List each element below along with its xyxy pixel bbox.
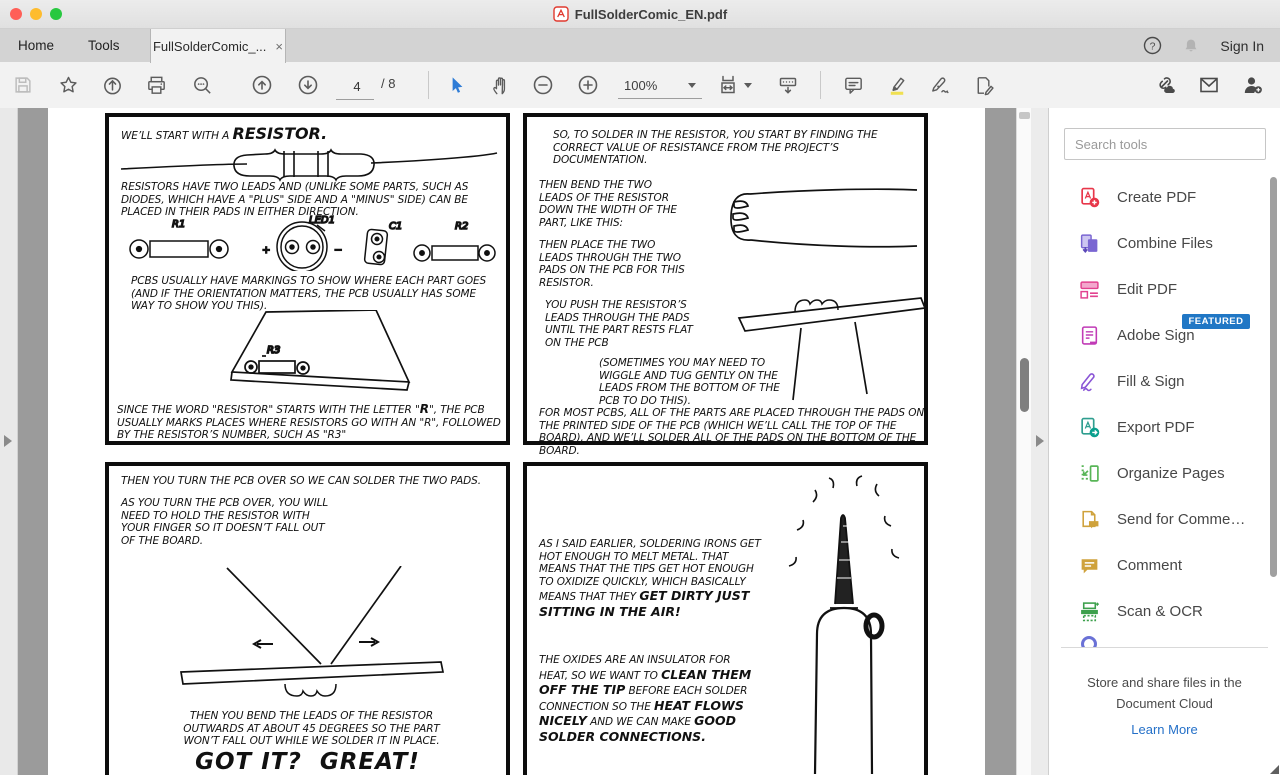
sidebar-scrollbar-thumb[interactable]: [1270, 177, 1277, 577]
zoom-button[interactable]: [50, 8, 62, 20]
window-title: FullSolderComic_EN.pdf: [553, 6, 727, 22]
scan-ocr-icon: [1079, 601, 1100, 622]
learn-more-link[interactable]: Learn More: [1131, 722, 1198, 737]
share-link-cloud-icon[interactable]: [1153, 73, 1177, 97]
tab-tools[interactable]: Tools: [88, 38, 120, 53]
expand-left-pane-icon[interactable]: [4, 435, 12, 447]
zoom-level-value: 100%: [624, 77, 658, 93]
create-pdf-icon: [1079, 187, 1100, 208]
panel1-text-markings: PCBS USUALLY HAVE MARKINGS TO SHOW WHERE EACH PART GOES (AND IF THE ORIENTATION MATTERS, THE PCB USUALLY HAS SOME WAY TO SHOW YOU THIS).: [131, 275, 487, 313]
close-button[interactable]: [10, 8, 22, 20]
svg-text:R1: R1: [172, 219, 186, 230]
edit-pdf-icon: [1079, 279, 1100, 300]
sign-in-button[interactable]: Sign In: [1220, 37, 1264, 54]
comment-bubble-icon[interactable]: [841, 73, 865, 97]
svg-text:R3: R3: [267, 345, 281, 356]
panel2-text-bend: THEN BEND THE TWO LEADS OF THE RESISTOR DOWN THE WIDTH OF THE PART, LIKE THIS:: [539, 179, 677, 229]
tab-home[interactable]: Home: [18, 38, 55, 53]
page-up-icon[interactable]: [250, 73, 274, 97]
save-icon[interactable]: [11, 73, 35, 97]
soldering-iron-drawing: [775, 474, 925, 774]
document-scrollbar-thumb[interactable]: [1020, 358, 1029, 412]
help-icon[interactable]: [1143, 36, 1162, 55]
tab-document-label: FullSolderComic_...: [152, 38, 267, 54]
search-tools-input[interactable]: [1065, 129, 1265, 159]
send-comments-icon: [1079, 509, 1100, 530]
panel3-text-bend45: THEN YOU BEND THE LEADS OF THE RESISTOR OUTWARDS AT ABOUT 45 DEGREES SO THE PART WON’T FALL OUT WHILE WE SOLDER IT IN PLACE.: [183, 710, 440, 748]
add-person-icon[interactable]: [1241, 73, 1265, 97]
panel1-text-leads: RESISTORS HAVE TWO LEADS AND (UNLIKE SOME PARTS, SUCH AS DIODES, WHICH HAVE A "PLUS" SIDE AND A "MINUS" SIDE) CAN BE PLACED IN THEIR PADS IN EITHER DIRECTION.: [121, 181, 469, 219]
search-tools-field: [1064, 128, 1266, 160]
notifications-bell-icon[interactable]: [1182, 37, 1200, 55]
comic-panel-1: WE’LL START WITH A RESISTOR. RESISTORS HAVE TWO LEADS AND (UNLIKE SOME PARTS, SUCH AS DIODES, WHICH HAVE A "PLUS" SIDE AND A "MINUS" SIDE) CAN BE PLACED IN THEIR PADS IN EITHER DIRECTION. R1 + LED1 − C1 R2 PCBS USUALLY HAVE MARKINGS TO SHOW WHERE EACH PART GOES (AND IF THE ORIENTATION MATTERS, THE PCB USUALLY HAS SOME WAY TO SHOW YOU THIS). R3 SINCE THE WORD "RESISTOR" STARTS WITH THE LETTER "R", THE PCB USUALLY MARKS PLACES WHERE RESISTORS GO WITH AN "R", FOLLOWED BY THE RESISTOR’S NUMBER, SUCH AS "R3": [105, 113, 510, 445]
panel4-text-irons: AS I SAID EARLIER, SOLDERING IRONS GET HOT ENOUGH TO MELT METAL. THAT MEANS THAT THE TIPS GET HOT ENOUGH TO OXIDIZE QUICKLY, WHICH BASICALLY MEANS THAT THEY: [539, 538, 761, 604]
sidebar-item-adobe-sign[interactable]: Adobe Sign: [1049, 312, 1280, 358]
main-toolbar: [0, 62, 1280, 109]
panel2-text-wiggle: (SOMETIMES YOU MAY NEED TO WIGGLE AND TUG GENTLY ON THE LEADS FROM THE BOTTOM OF THE PCB TO DO THIS).: [599, 357, 780, 407]
sidebar-item-export-pdf[interactable]: Export PDF: [1049, 404, 1280, 450]
svg-text:?: ?: [1149, 40, 1156, 53]
page-count-label: / 8: [381, 76, 396, 91]
panel4-text-oxides: THE OXIDES ARE AN INSULATOR FOR HEAT, SO WE WANT TO: [539, 654, 731, 682]
tools-sidebar: [1048, 108, 1280, 775]
share-upload-icon[interactable]: [100, 73, 124, 97]
panel2-text-most: FOR MOST PCBS, ALL OF THE PARTS ARE PLACED THROUGH THE PADS ON THE PRINTED SIDE OF THE PCB (WHICH WE’LL CALL THE TOP OF THE BOARD), AND WE’LL SOLDER ALL OF THE PADS ON THE BOTTOM OF THE BOARD.: [539, 407, 925, 457]
scrollbar-top-marker: [1019, 112, 1030, 119]
zoom-level-dropdown[interactable]: [618, 72, 702, 99]
sidebar-divider: [1061, 647, 1268, 648]
sidebar-item-organize-pages[interactable]: Organize Pages: [1049, 450, 1280, 496]
panel2-text-push: YOU PUSH THE RESISTOR’S LEADS THROUGH THE PADS UNTIL THE PART RESTS FLAT ON THE PCB: [545, 299, 693, 349]
comic-panel-4: AS I SAID EARLIER, SOLDERING IRONS GET HOT ENOUGH TO MELT METAL. THAT MEANS THAT THE TIPS GET HOT ENOUGH TO OXIDIZE QUICKLY, WHICH BASICALLY MEANS THAT THEY GET DIRTY JUST SITTING IN THE AIR! THE OXIDES ARE AN INSULATOR FOR HEAT, SO WE WANT TO CLEAN THEM OFF THE TIP BEFORE EACH SOLDER CONNECTION SO THE HEAT FLOWS NICELY AND WE CAN MAKE GOOD SOLDER CONNECTIONS.: [523, 462, 928, 775]
chevron-down-icon: [688, 83, 696, 88]
pcb-drawing: [204, 310, 434, 400]
panel3-tagline: GOT IT? GREAT!: [195, 749, 420, 775]
document-scrollbar[interactable]: [1016, 108, 1032, 775]
page-number-field: [336, 72, 374, 100]
star-icon[interactable]: [56, 73, 80, 97]
sidebar-item-scan-ocr[interactable]: Scan & OCR: [1049, 588, 1280, 634]
panel2-text-find: SO, TO SOLDER IN THE RESISTOR, YOU START BY FINDING THE CORRECT VALUE OF RESISTANCE FROM THE PROJECT’S DOCUMENTATION.: [553, 129, 878, 167]
comment-icon: [1079, 555, 1100, 576]
page-down-icon[interactable]: [296, 73, 320, 97]
sidebar-item-combine-files[interactable]: Combine Files: [1049, 220, 1280, 266]
titlebar: [0, 0, 1280, 29]
protect-icon-partial[interactable]: [1080, 636, 1100, 647]
pdf-file-icon: [553, 6, 569, 22]
email-icon[interactable]: [1197, 73, 1221, 97]
window-resize-grip[interactable]: [1270, 765, 1279, 774]
svg-text:+: +: [262, 245, 271, 256]
comic-panel-2: [523, 113, 928, 457]
print-icon[interactable]: [144, 73, 168, 97]
chevron-down-icon[interactable]: [744, 83, 752, 88]
svg-text:R2: R2: [455, 221, 469, 232]
panel1-intro-word: RESISTOR.: [232, 124, 328, 143]
close-icon[interactable]: ×: [275, 38, 284, 54]
window-controls: [10, 8, 62, 20]
organize-pages-icon: [1079, 463, 1100, 484]
adobe-sign-icon: [1079, 325, 1100, 346]
select-tool-icon[interactable]: [443, 73, 467, 97]
bent-resistor-drawing: [712, 172, 922, 277]
fill-sign-icon: [1079, 371, 1100, 392]
zoom-out-icon[interactable]: [531, 73, 555, 97]
svg-text:C1: C1: [389, 221, 403, 232]
fill-sign-pen-icon[interactable]: [928, 73, 952, 97]
footprints-drawing: [117, 213, 505, 271]
panel3-text-turn: THEN YOU TURN THE PCB OVER SO WE CAN SOLDER THE TWO PADS.: [121, 475, 481, 487]
zoom-in-icon[interactable]: [576, 73, 600, 97]
highlight-icon[interactable]: [885, 73, 909, 97]
export-pdf-icon: [1079, 417, 1100, 438]
fit-width-icon[interactable]: [716, 73, 740, 97]
tools-pane-rail: [1031, 108, 1048, 775]
combine-files-icon: [1079, 233, 1100, 254]
featured-badge: FEATURED: [1182, 314, 1250, 329]
left-pane-rail: [0, 108, 18, 775]
page-number-input[interactable]: [336, 72, 378, 101]
sidebar-item-send-for-comments[interactable]: Send for Comme…: [1049, 496, 1280, 542]
panel1-text-letter: SINCE THE WORD "RESISTOR" STARTS WITH THE LETTER ": [117, 404, 420, 416]
document-cloud-promo: Store and share files in the Document Cloud: [1087, 675, 1242, 711]
document-viewport[interactable]: [18, 108, 1016, 775]
scroll-mode-icon[interactable]: [776, 73, 800, 97]
hand-tool-icon[interactable]: [488, 73, 512, 97]
tab-document[interactable]: [150, 29, 286, 63]
sidebar-item-edit-pdf[interactable]: Edit PDF: [1049, 266, 1280, 312]
flip-board-drawing: [169, 566, 459, 706]
svg-text:−: −: [334, 245, 343, 256]
sidebar-item-comment[interactable]: Comment: [1049, 542, 1280, 588]
find-icon[interactable]: [190, 73, 214, 97]
minimize-button[interactable]: [30, 8, 42, 20]
panel1-intro: WE’LL START WITH A: [121, 130, 233, 142]
panel2-text-place: THEN PLACE THE TWO LEADS THROUGH THE TWO PADS ON THE PCB FOR THIS RESISTOR.: [539, 239, 685, 289]
panel3-text-hold: AS YOU TURN THE PCB OVER, YOU WILL NEED TO HOLD THE RESISTOR WITH YOUR FINGER SO IT DOESN’T FALL OUT OF THE BOARD.: [121, 497, 329, 547]
sidebar-item-create-pdf[interactable]: Create PDF: [1049, 174, 1280, 220]
sidebar-item-fill-sign[interactable]: Fill & Sign: [1049, 358, 1280, 404]
tab-bar: [0, 29, 1280, 63]
edit-page-icon[interactable]: [972, 73, 996, 97]
collapse-tools-pane-icon[interactable]: [1036, 435, 1044, 447]
svg-text:LED1: LED1: [309, 215, 335, 226]
comic-panel-3: [105, 462, 510, 775]
